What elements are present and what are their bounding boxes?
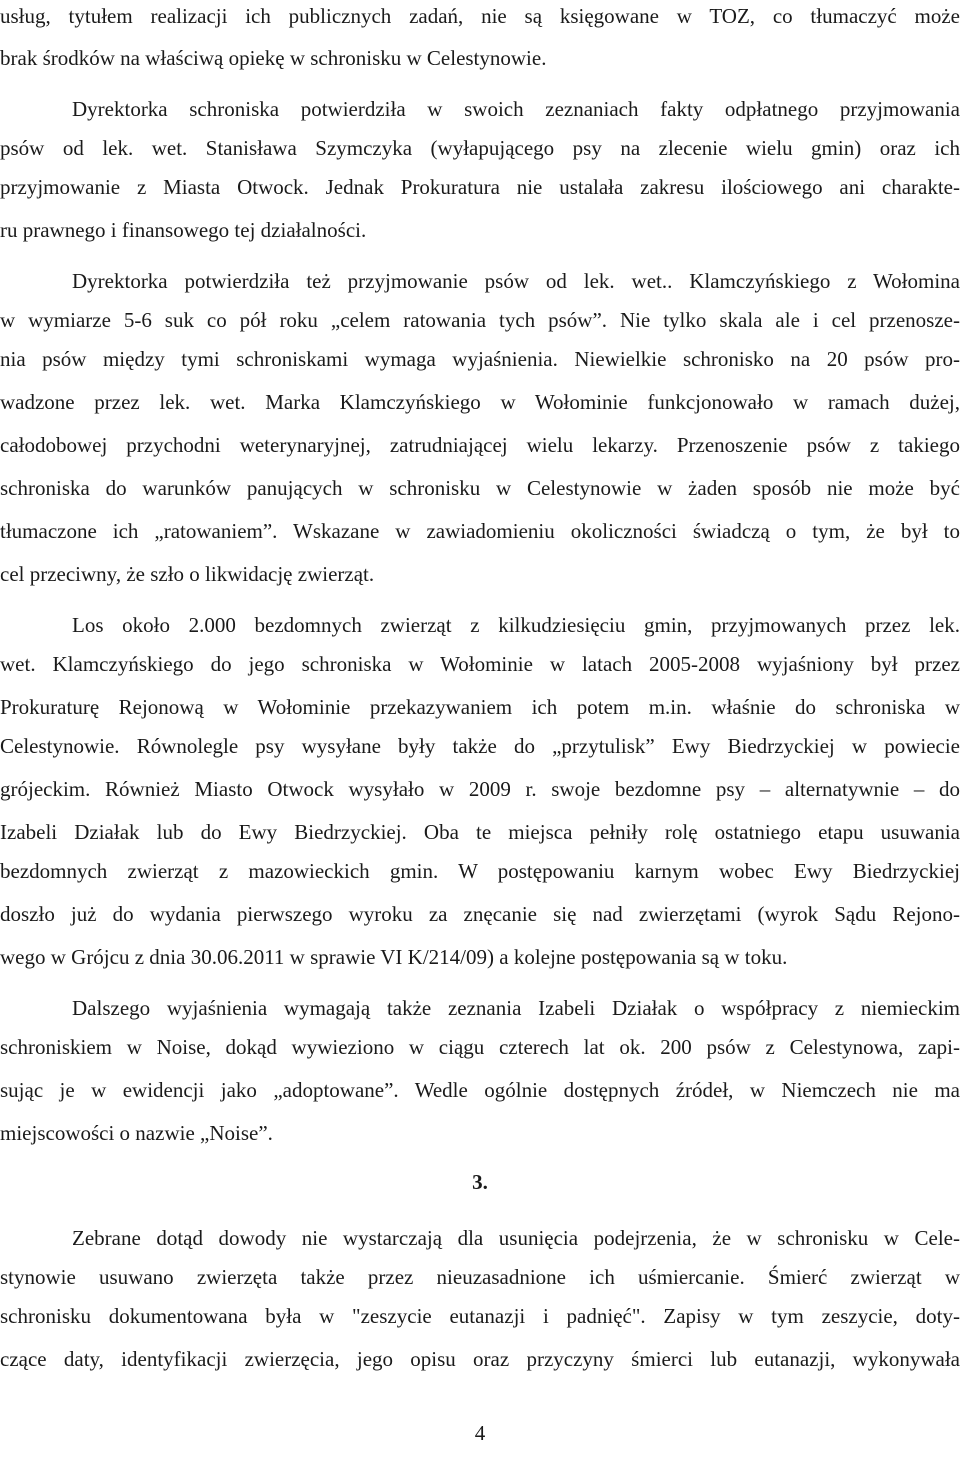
- section-heading: 3.: [472, 1170, 488, 1194]
- text-line: schronisku dokumentowana była w "zeszycie eutanazji i padnięć". Zapisy w tym zeszycie, doty-: [0, 1304, 960, 1328]
- text-line: Prokuraturę Rejonową w Wołominie przekazywaniem ich potem m.in. właśnie do schroniska w: [0, 695, 960, 719]
- text-line: wego w Grójcu z dnia 30.06.2011 w sprawie VI K/214/09) a kolejne postępowania są w toku.: [0, 945, 788, 969]
- text-line: miejscowości o nazwie „Noise”.: [0, 1121, 273, 1145]
- page-number: 4: [474, 1421, 486, 1445]
- text-line: Zebrane dotąd dowody nie wystarczają dla usunięcia podejrzenia, że w schronisku w Cele-: [72, 1226, 960, 1250]
- text-line: Dalszego wyjaśnienia wymagają także zeznania Izabeli Działak o współpracy z niemieckim: [72, 996, 960, 1020]
- text-line: w wymiarze 5-6 suk co pół roku „celem ratowania tych psów”. Nie tylko skala ale i cel przenosze-: [0, 308, 960, 332]
- text-line: tłumaczone ich „ratowaniem”. Wskazane w zawiadomieniu okoliczności świadczą o tym, że był to: [0, 519, 960, 543]
- text-line: czące daty, identyfikacji zwierzęcia, jego opisu oraz przyczyny śmierci lub eutanazji, wykonywała: [0, 1347, 960, 1371]
- text-line: ru prawnego i finansowego tej działalności.: [0, 218, 367, 242]
- text-line: Dyrektorka potwierdziła też przyjmowanie psów od lek. wet.. Klamczyńskiego z Wołomina: [72, 269, 960, 293]
- text-line: Los około 2.000 bezdomnych zwierząt z kilkudziesięciu gmin, przyjmowanych przez lek.: [72, 613, 960, 637]
- text-line: wadzone przez lek. wet. Marka Klamczyńskiego w Wołominie funkcjonowało w ramach dużej,: [0, 390, 960, 414]
- text-line: cel przeciwny, że szło o likwidację zwierząt.: [0, 562, 375, 586]
- text-line: przyjmowanie z Miasta Otwock. Jednak Prokuratura nie ustalała zakresu ilościowego ani charakte-: [0, 175, 960, 199]
- text-line: doszło już do wydania pierwszego wyroku za znęcanie się nad zwierzętami (wyrok Sądu Rejono-: [0, 902, 960, 926]
- text-line: brak środków na właściwą opiekę w schronisku w Celestynowie.: [0, 46, 547, 70]
- text-line: całodobowej przychodni weterynaryjnej, zatrudniającej wielu lekarzy. Przenoszenie psów z takiego: [0, 433, 960, 457]
- text-line: nia psów między tymi schroniskami wymaga wyjaśnienia. Niewielkie schronisko na 20 psów pro-: [0, 347, 960, 371]
- text-line: psów od lek. wet. Stanisława Szymczyka (wyłapującego psy na zlecenie wielu gmin) oraz ich: [0, 136, 960, 160]
- text-line: stynowie usuwano zwierzęta także przez nieuzasadnione ich uśmiercanie. Śmierć zwierząt w: [0, 1265, 960, 1289]
- text-line: Izabeli Działak lub do Ewy Biedrzyckiej. Oba te miejsca pełniły rolę ostatniego etapu usuwania: [0, 820, 960, 844]
- text-line: Dyrektorka schroniska potwierdziła w swoich zeznaniach fakty odpłatnego przyjmowania: [72, 97, 960, 121]
- text-line: schroniskiem w Noise, dokąd wywieziono w ciągu czterech lat ok. 200 psów z Celestynowa, zapi-: [0, 1035, 960, 1059]
- text-line: Celestynowie. Równolegle psy wysyłane były także do „przytulisk” Ewy Biedrzyckiej w powiecie: [0, 734, 960, 758]
- text-line: schroniska do warunków panujących w schronisku w Celestynowie w żaden sposób nie może być: [0, 476, 960, 500]
- text-line: grójeckim. Również Miasto Otwock wysyłało w 2009 r. swoje bezdomne psy – alternatywnie – do: [0, 777, 960, 801]
- text-line: wet. Klamczyńskiego do jego schroniska w Wołominie w latach 2005-2008 wyjaśniony był przez: [0, 652, 960, 676]
- text-line: usług, tytułem realizacji ich publicznych zadań, nie są księgowane w TOZ, co tłumaczyć może: [0, 4, 960, 28]
- text-line: sując je w ewidencji jako „adoptowane”. Wedle ogólnie dostępnych źródeł, w Niemczech nie ma: [0, 1078, 960, 1102]
- text-line: bezdomnych zwierząt z mazowieckich gmin. W postępowaniu karnym wobec Ewy Biedrzyckiej: [0, 859, 960, 883]
